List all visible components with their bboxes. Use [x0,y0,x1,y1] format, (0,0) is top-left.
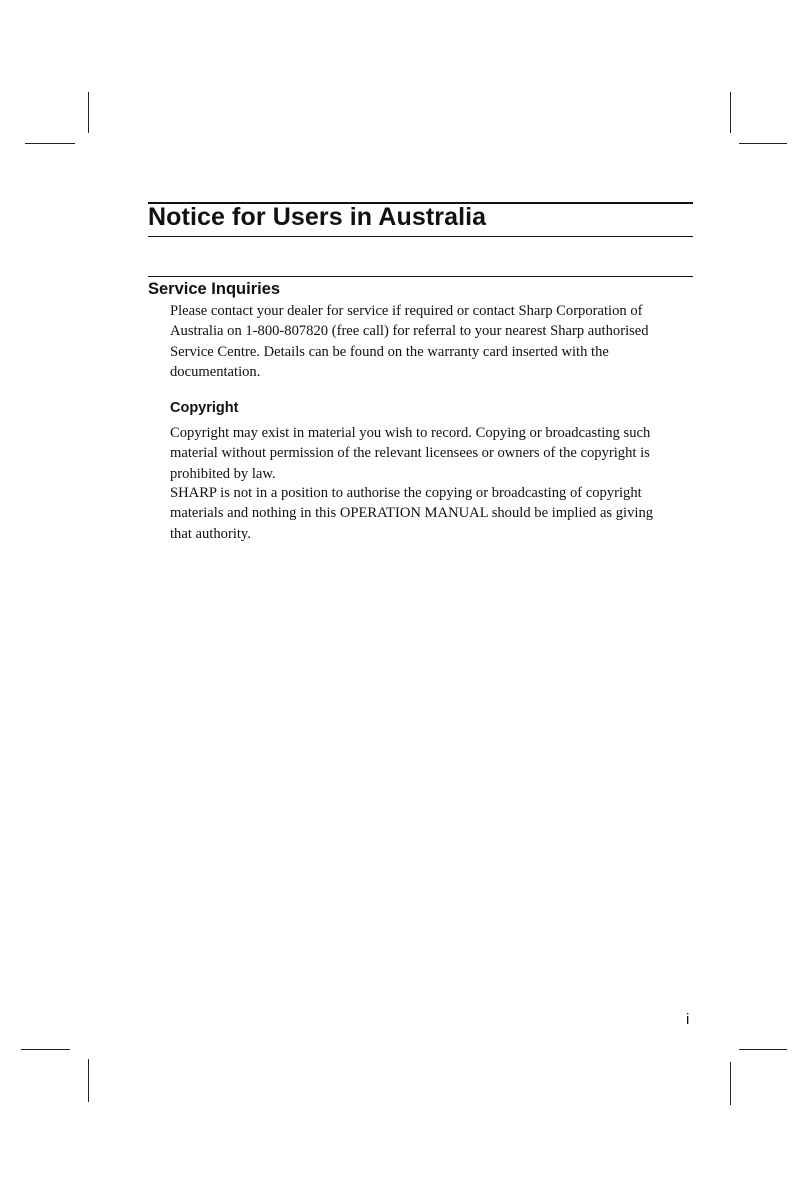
title-bottom-rule [148,236,693,237]
crop-mark-bottom-right-horizontal [739,1049,787,1050]
paragraph-line: materials and nothing in this OPERATION MANUAL should be implied as giving [170,505,654,522]
subheading-copyright: Copyright [170,400,239,416]
paragraph-line: Service Centre. Details can be found on the warranty card inserted with the [170,343,609,360]
crop-mark-top-right-vertical [730,92,731,133]
crop-mark-top-left-vertical [88,92,89,133]
page-number: i [686,1011,690,1028]
crop-mark-bottom-left-vertical [88,1059,89,1102]
paragraph-line: SHARP is not in a position to authorise the copying or broadcasting of copyright [170,485,642,501]
paragraph-line: material without permission of the relevant licensees or owners of the copyright is [170,445,650,462]
crop-mark-top-left-horizontal [25,143,75,144]
copyright-paragraph-1 [170,423,690,484]
service-inquiries-paragraph [170,301,690,382]
paragraph-line: Australia on 1-800-807820 (free call) for referral to your nearest Sharp authorised [170,323,649,340]
paragraph-line: Please contact your dealer for service if required or contact Sharp Corporation of [170,303,643,319]
paragraph-line: Copyright may exist in material you wish to record. Copying or broadcasting such [170,425,651,441]
paragraph-line: prohibited by law. [170,465,276,482]
copyright-paragraph-2 [170,483,690,544]
section-heading-service-inquiries: Service Inquiries [148,280,281,298]
crop-mark-top-right-horizontal [739,143,787,144]
page-title: Notice for Users in Australia [148,203,487,231]
paragraph-line: documentation. [170,363,261,380]
crop-mark-bottom-right-vertical [730,1062,731,1105]
section-rule [148,276,693,277]
paragraph-line: that authority. [170,525,251,542]
crop-mark-bottom-left-horizontal [21,1049,70,1050]
